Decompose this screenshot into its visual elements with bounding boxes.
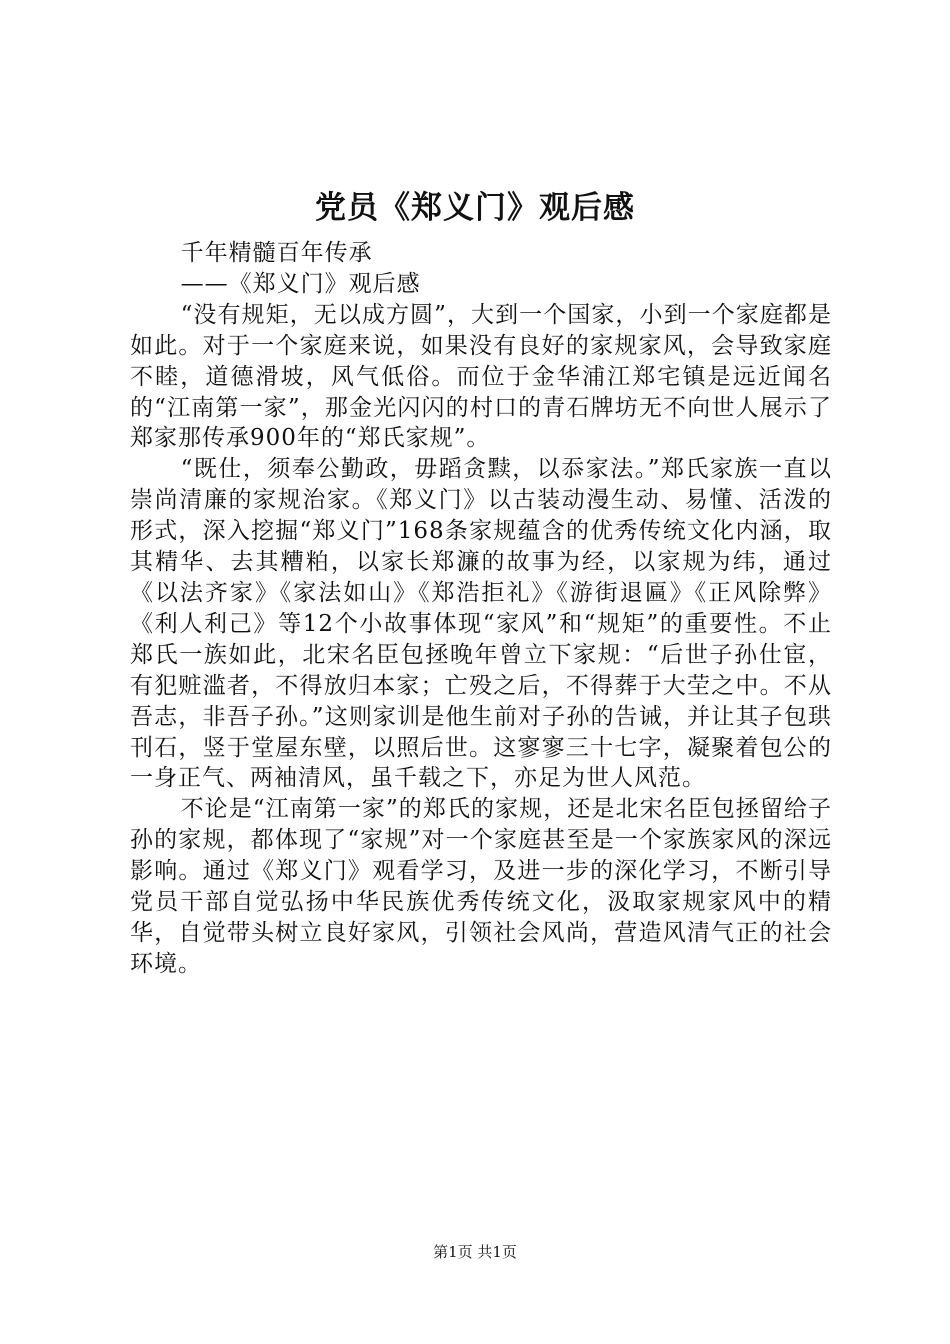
subtitle-line: 千年精髓百年传承 [180,240,373,266]
page-title: 党员《郑义门》观后感 [315,190,635,226]
paragraph: 不论是“江南第一家”的郑氏的家规，还是北宋名臣包拯留给子孙的家规，都体现了“家规”对一个家庭甚至是一个家族家风的深远影响。通过《郑义门》观看学习，及进一步的深化学习，不断引导党员干部自觉弘扬中华民族优秀传统文化，汲取家规家风中的精华，自觉带头树立良好家风，引领社会风尚，营造风清气正的社会环境。 [130,796,832,977]
page-footer: 第1页 共1页 [433,1243,517,1261]
paragraph: “没有规矩，无以成方圆”，大到一个国家，小到一个家庭都是如此。对于一个家庭来说，如果没有良好的家规家风，会导致家庭不睦，道德滑坡，风气低俗。而位于金华浦江郑宅镇是远近闻名的“江南第一家”，那金光闪闪的村口的青石牌坊无不向世人展示了郑家那传承900年的“郑氏家规”。 [130,301,832,452]
document-body [130,238,832,980]
subtitle-line: ——《郑义门》观后感 [180,270,421,297]
paragraph: “既仕，须奉公勤政，毋蹈贪黩，以忝家法。”郑氏家族一直以崇尚清廉的家规治家。《郑义门》以古装动漫生动、易懂、活泼的形式，深入挖掘“郑义门”168条家规蕴含的优秀传统文化内涵，取其精华、去其糟粕，以家长郑濂的故事为经，以家规为纬，通过《以法齐家》《家法如山》《郑浩拒礼》《游街退匾》《正风除弊》《利人利己》等12个小故事体现“家风”和“规矩”的重要性。不止郑氏一族如此，北宋名臣包拯晚年曾立下家规：“后世子孙仕宦，有犯赃滥者，不得放归本家；亡殁之后，不得葬于大茔之中。不从吾志，非吾子孙。”这则家训是他生前对子孙的告诫，并让其子包珙刊石，竖于堂屋东壁，以照后世。这寥寥三十七字，凝聚着包公的一身正气、两袖清风，虽千载之下，亦足为世人风范。 [130,456,832,792]
